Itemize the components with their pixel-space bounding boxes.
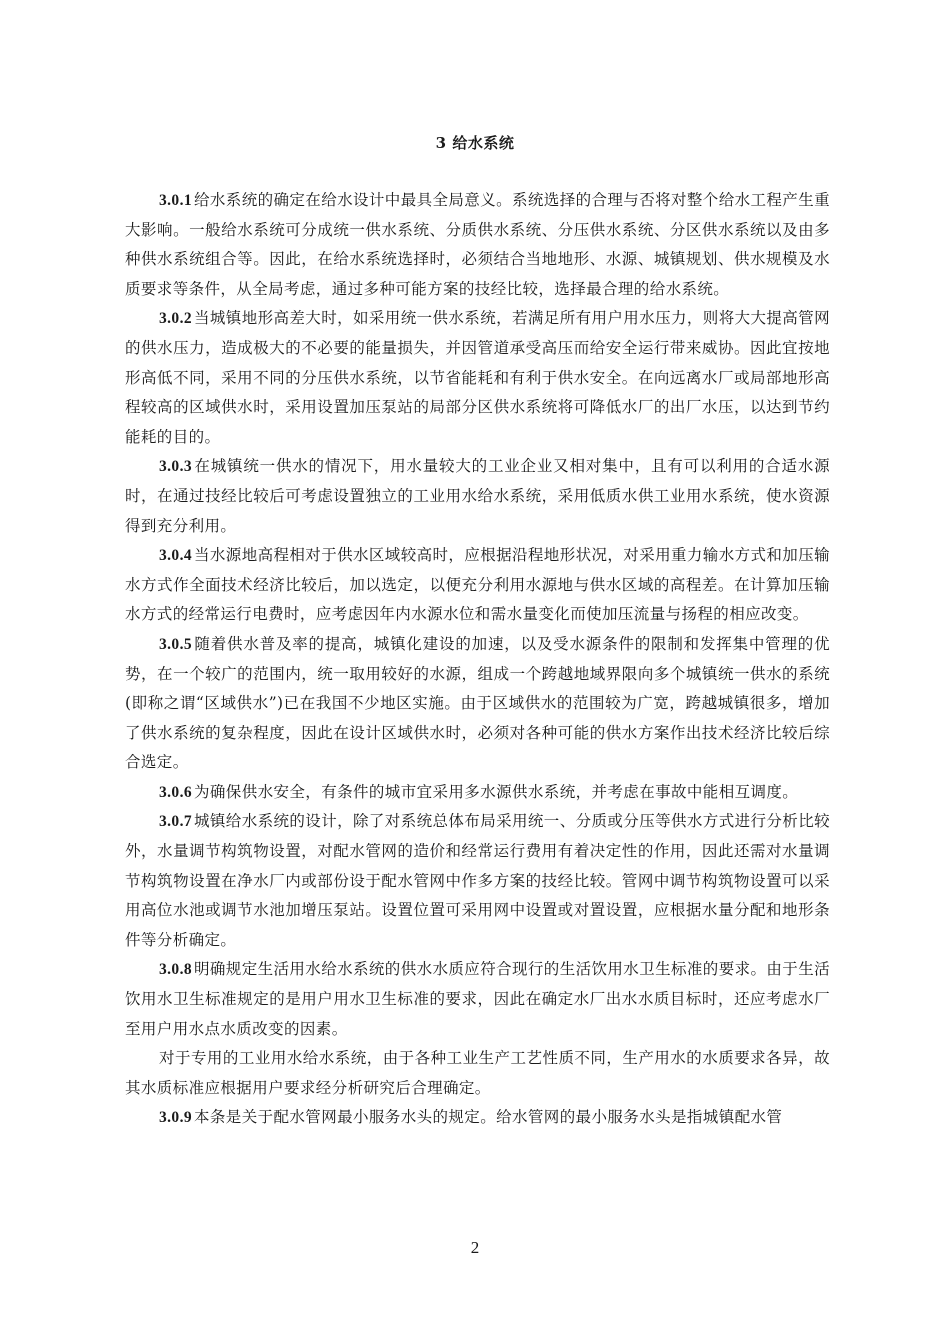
paragraph-3-0-2 <box>125 304 830 452</box>
clause-number: 3.0.3 <box>159 458 192 476</box>
paragraph-text: 为确保供水安全，有条件的城市宜采用多水源供水系统，并考虑在事故中能相互调度。 <box>194 782 799 801</box>
paragraph-text: 当城镇地形高差大时，如采用统一供水系统，若满足所有用户用水压力，则将大大提高管网的供水压力，造成极大的不必要的能量损失，并因管道承受高压而给安全运行带来威协。因此宜按地形高低不同，采用不同的分压供水系统，以节省能耗和有利于供水安全。在向远离水厂或局部地形高程较高的区域供水时，采用设置加压泵站的局部分区供水系统将可降低水厂的出厂水压，以达到节约能耗的目的。 <box>125 309 831 446</box>
paragraph-text: 给水系统的确定在给水设计中最具全局意义。系统选择的合理与否将对整个给水工程产生重大影响。一般给水系统可分成统一供水系统、分质供水系统、分压供水系统、分区供水系统以及由多种供水系统组合等。因此，在给水系统选择时，必须结合当地地形、水源、城镇规划、供水规模及水质要求等条件，从全局考虑，通过多种可能方案的技经比较，选择最合理的给水系统。 <box>125 191 831 298</box>
clause-number: 3.0.6 <box>159 783 192 801</box>
paragraph-3-0-3 <box>125 452 830 541</box>
paragraph-3-0-6 <box>125 778 830 808</box>
body-text <box>125 186 830 1133</box>
paragraph-text: 随着供水普及率的提高，城镇化建设的加速，以及受水源条件的限制和发挥集中管理的优势，在一个较广的范围内，统一取用较好的水源，组成一个跨越地域界限向多个城镇统一供水的系统(即称之谓“区域供水”)已在我国不少地区实施。由于区域供水的范围较为广宽，跨越城镇很多，增加了供水系统的复杂程度，因此在设计区域供水时，必须对各种可能的供水方案作出技术经济比较后综合选定。 <box>125 634 830 772</box>
clause-number: 3.0.7 <box>159 813 192 831</box>
paragraph-3-0-4 <box>125 541 830 630</box>
paragraph-3-0-8 <box>125 955 830 1044</box>
paragraph-text: 对于专用的工业用水给水系统，由于各种工业生产工艺性质不同，生产用水的水质要求各异，故其水质标准应根据用户要求经分析研究后合理确定。 <box>125 1049 830 1097</box>
paragraph-3-0-9 <box>125 1103 830 1133</box>
paragraph-3-0-1 <box>125 186 830 304</box>
paragraph-text: 明确规定生活用水给水系统的供水水质应符合现行的生活饮用水卫生标准的要求。由于生活饮用水卫生标准规定的是用户用水卫生标准的要求，因此在确定水厂出水水质目标时，还应考虑水厂至用户用水点水质改变的因素。 <box>125 960 831 1038</box>
paragraph-3-0-7 <box>125 807 830 955</box>
paragraph-text: 在城镇统一供水的情况下，用水量较大的工业企业又相对集中，且有可以利用的合适水源时，在通过技经比较后可考虑设置独立的工业用水给水系统，采用低质水供工业用水系统，使水资源得到充分利用。 <box>125 457 830 535</box>
clause-number: 3.0.9 <box>159 1109 192 1127</box>
paragraph-text: 城镇给水系统的设计，除了对系统总体布局采用统一、分质或分压等供水方式进行分析比较外，水量调节构筑物设置，对配水管网的造价和经常运行费用有着决定性的作用，因此还需对水量调节构筑物设置在净水厂内或部份设于配水管网中作多方案的技经比较。管网中调节构筑物设置可以采用高位水池或调节水池加增压泵站。设置位置可采用网中设置或对置设置，应根据水量分配和地形条件等分析确定。 <box>125 812 831 949</box>
clause-number: 3.0.1 <box>159 192 192 209</box>
clause-number: 3.0.8 <box>159 961 192 979</box>
paragraph-3-0-5 <box>125 630 830 778</box>
clause-number: 3.0.4 <box>159 547 192 565</box>
clause-number: 3.0.2 <box>159 310 192 328</box>
page-number: 2 <box>470 1238 480 1257</box>
section-title: 3 给水系统 <box>435 134 515 152</box>
clause-number: 3.0.5 <box>159 635 192 653</box>
paragraph-text: 当水源地高程相对于供水区域较高时，应根据沿程地形状况，对采用重力输水方式和加压输水方式作全面技术经济比较后，加以选定，以便充分利用水源地与供水区域的高程差。在计算加压输水方式的经常运行电费时，应考虑因年内水源水位和需水量变化而使加压流量与扬程的相应改变。 <box>125 546 831 624</box>
paragraph-3-0-8-continued <box>125 1044 830 1103</box>
paragraph-text: 本条是关于配水管网最小服务水头的规定。给水管网的最小服务水头是指城镇配水管 <box>194 1108 783 1127</box>
